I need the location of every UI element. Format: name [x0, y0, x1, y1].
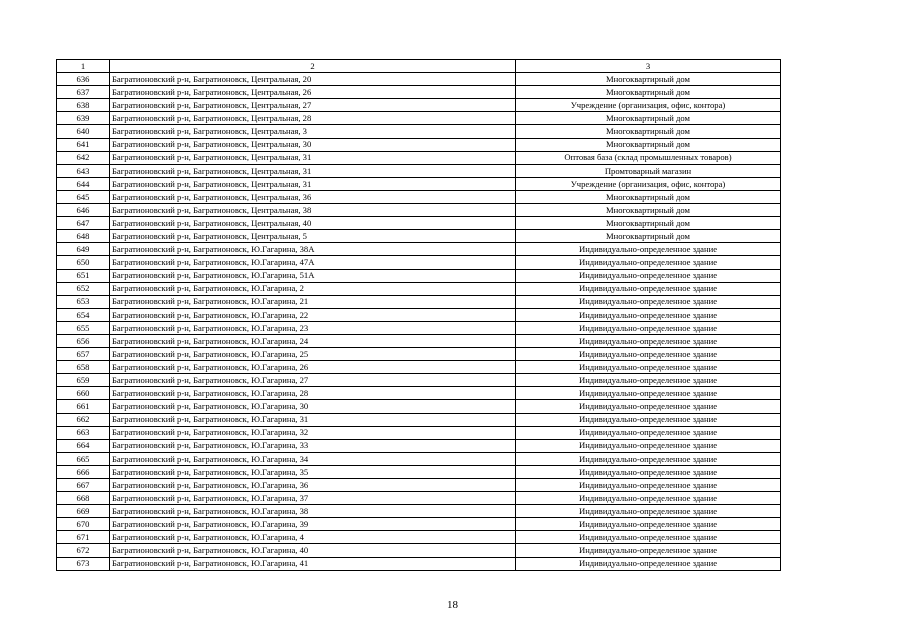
row-number-cell: 637: [57, 86, 110, 99]
object-type-cell: Многоквартирный дом: [516, 190, 781, 203]
table-row: [57, 465, 781, 478]
object-type-cell: Индивидуально-определенное здание: [516, 295, 781, 308]
table-row: [57, 269, 781, 282]
object-type-cell: Индивидуально-определенное здание: [516, 531, 781, 544]
object-type-cell: Учреждение (организация, офис, контора): [516, 99, 781, 112]
object-type-cell: Индивидуально-определенное здание: [516, 243, 781, 256]
object-type-cell: Индивидуально-определенное здание: [516, 308, 781, 321]
address-cell: Багратионовский р-н, Багратионовск, Ю.Гагарина, 30: [110, 400, 516, 413]
row-number-cell: 648: [57, 230, 110, 243]
table-row: [57, 151, 781, 164]
object-type-cell: Индивидуально-определенное здание: [516, 321, 781, 334]
table-row: [57, 99, 781, 112]
row-number-cell: 671: [57, 531, 110, 544]
table-row: [57, 73, 781, 86]
row-number-cell: 669: [57, 505, 110, 518]
address-cell: Багратионовский р-н, Багратионовск, Ю.Гагарина, 35: [110, 465, 516, 478]
column-header-address: 2: [110, 60, 516, 73]
object-type-cell: Многоквартирный дом: [516, 217, 781, 230]
row-number-cell: 642: [57, 151, 110, 164]
address-cell: Багратионовский р-н, Багратионовск, Ю.Гагарина, 4: [110, 531, 516, 544]
row-number-cell: 639: [57, 112, 110, 125]
row-number-cell: 661: [57, 400, 110, 413]
address-cell: Багратионовский р-н, Багратионовск, Центральная, 31: [110, 177, 516, 190]
object-type-cell: Многоквартирный дом: [516, 138, 781, 151]
address-cell: Багратионовский р-н, Багратионовск, Центральная, 28: [110, 112, 516, 125]
address-cell: Багратионовский р-н, Багратионовск, Центральная, 5: [110, 230, 516, 243]
object-type-cell: Индивидуально-определенное здание: [516, 505, 781, 518]
table-row: [57, 256, 781, 269]
object-type-cell: Индивидуально-определенное здание: [516, 557, 781, 570]
registry-table: [56, 59, 781, 571]
address-cell: Багратионовский р-н, Багратионовск, Ю.Гагарина, 37: [110, 492, 516, 505]
row-number-cell: 643: [57, 164, 110, 177]
address-cell: Багратионовский р-н, Багратионовск, Ю.Гагарина, 39: [110, 518, 516, 531]
row-number-cell: 673: [57, 557, 110, 570]
row-number-cell: 649: [57, 243, 110, 256]
object-type-cell: Многоквартирный дом: [516, 125, 781, 138]
table-row: [57, 505, 781, 518]
address-cell: Багратионовский р-н, Багратионовск, Ю.Гагарина, 21: [110, 295, 516, 308]
table-row: [57, 204, 781, 217]
object-type-cell: Многоквартирный дом: [516, 204, 781, 217]
table-row: [57, 282, 781, 295]
address-cell: Багратионовский р-н, Багратионовск, Ю.Гагарина, 25: [110, 348, 516, 361]
table-row: [57, 308, 781, 321]
table-row: [57, 321, 781, 334]
object-type-cell: Оптовая база (склад промышленных товаров): [516, 151, 781, 164]
row-number-cell: 647: [57, 217, 110, 230]
object-type-cell: Индивидуально-определенное здание: [516, 269, 781, 282]
address-cell: Багратионовский р-н, Багратионовск, Ю.Гагарина, 23: [110, 321, 516, 334]
address-cell: Багратионовский р-н, Багратионовск, Ю.Гагарина, 40: [110, 544, 516, 557]
table-row: [57, 387, 781, 400]
address-cell: Багратионовский р-н, Багратионовск, Центральная, 3: [110, 125, 516, 138]
table-row: [57, 518, 781, 531]
object-type-cell: Индивидуально-определенное здание: [516, 544, 781, 557]
address-cell: Багратионовский р-н, Багратионовск, Центральная, 40: [110, 217, 516, 230]
object-type-cell: Многоквартирный дом: [516, 73, 781, 86]
table-row: [57, 86, 781, 99]
row-number-cell: 644: [57, 177, 110, 190]
address-cell: Багратионовский р-н, Багратионовск, Ю.Гагарина, 47А: [110, 256, 516, 269]
row-number-cell: 665: [57, 452, 110, 465]
row-number-cell: 672: [57, 544, 110, 557]
row-number-cell: 638: [57, 99, 110, 112]
address-cell: Багратионовский р-н, Багратионовск, Ю.Гагарина, 31: [110, 413, 516, 426]
object-type-cell: Индивидуально-определенное здание: [516, 492, 781, 505]
column-header-type: 3: [516, 60, 781, 73]
table-row: [57, 334, 781, 347]
row-number-cell: 651: [57, 269, 110, 282]
object-type-cell: Индивидуально-определенное здание: [516, 465, 781, 478]
address-cell: Багратионовский р-н, Багратионовск, Ю.Гагарина, 26: [110, 361, 516, 374]
object-type-cell: Индивидуально-определенное здание: [516, 439, 781, 452]
object-type-cell: Индивидуально-определенное здание: [516, 282, 781, 295]
address-cell: Багратионовский р-н, Багратионовск, Ю.Гагарина, 22: [110, 308, 516, 321]
table-row: [57, 348, 781, 361]
row-number-cell: 662: [57, 413, 110, 426]
object-type-cell: Многоквартирный дом: [516, 230, 781, 243]
row-number-cell: 667: [57, 479, 110, 492]
table-row: [57, 479, 781, 492]
row-number-cell: 646: [57, 204, 110, 217]
object-type-cell: Индивидуально-определенное здание: [516, 374, 781, 387]
address-cell: Багратионовский р-н, Багратионовск, Ю.Гагарина, 41: [110, 557, 516, 570]
table-row: [57, 544, 781, 557]
table-row: [57, 243, 781, 256]
row-number-cell: 663: [57, 426, 110, 439]
address-cell: Багратионовский р-н, Багратионовск, Ю.Гагарина, 36: [110, 479, 516, 492]
address-cell: Багратионовский р-н, Багратионовск, Ю.Гагарина, 28: [110, 387, 516, 400]
table-row: [57, 557, 781, 570]
table-row: [57, 426, 781, 439]
row-number-cell: 670: [57, 518, 110, 531]
table-header-row: [57, 60, 781, 73]
address-cell: Багратионовский р-н, Багратионовск, Центральная, 36: [110, 190, 516, 203]
table-row: [57, 531, 781, 544]
table-row: [57, 452, 781, 465]
object-type-cell: Многоквартирный дом: [516, 86, 781, 99]
row-number-cell: 645: [57, 190, 110, 203]
object-type-cell: Индивидуально-определенное здание: [516, 426, 781, 439]
row-number-cell: 668: [57, 492, 110, 505]
row-number-cell: 657: [57, 348, 110, 361]
address-cell: Багратионовский р-н, Багратионовск, Ю.Гагарина, 51А: [110, 269, 516, 282]
table-row: [57, 400, 781, 413]
row-number-cell: 641: [57, 138, 110, 151]
object-type-cell: Многоквартирный дом: [516, 112, 781, 125]
object-type-cell: Индивидуально-определенное здание: [516, 518, 781, 531]
page-number: 18: [447, 599, 458, 611]
table-row: [57, 190, 781, 203]
row-number-cell: 636: [57, 73, 110, 86]
address-cell: Багратионовский р-н, Багратионовск, Ю.Гагарина, 24: [110, 334, 516, 347]
object-type-cell: Индивидуально-определенное здание: [516, 387, 781, 400]
table-row: [57, 361, 781, 374]
object-type-cell: Индивидуально-определенное здание: [516, 452, 781, 465]
address-cell: Багратионовский р-н, Багратионовск, Центральная, 26: [110, 86, 516, 99]
object-type-cell: Индивидуально-определенное здание: [516, 361, 781, 374]
object-type-cell: Индивидуально-определенное здание: [516, 400, 781, 413]
row-number-cell: 652: [57, 282, 110, 295]
object-type-cell: Индивидуально-определенное здание: [516, 256, 781, 269]
row-number-cell: 666: [57, 465, 110, 478]
row-number-cell: 664: [57, 439, 110, 452]
table-row: [57, 230, 781, 243]
address-cell: Багратионовский р-н, Багратионовск, Ю.Гагарина, 38: [110, 505, 516, 518]
table-row: [57, 413, 781, 426]
table-row: [57, 112, 781, 125]
address-cell: Багратионовский р-н, Багратионовск, Ю.Гагарина, 33: [110, 439, 516, 452]
address-cell: Багратионовский р-н, Багратионовск, Ю.Гагарина, 2: [110, 282, 516, 295]
object-type-cell: Учреждение (организация, офис, контора): [516, 177, 781, 190]
address-cell: Багратионовский р-н, Багратионовск, Центральная, 31: [110, 164, 516, 177]
table-row: [57, 492, 781, 505]
table-row: [57, 217, 781, 230]
row-number-cell: 656: [57, 334, 110, 347]
address-cell: Багратионовский р-н, Багратионовск, Центральная, 20: [110, 73, 516, 86]
table-row: [57, 295, 781, 308]
row-number-cell: 660: [57, 387, 110, 400]
table-row: [57, 374, 781, 387]
address-cell: Багратионовский р-н, Багратионовск, Ю.Гагарина, 32: [110, 426, 516, 439]
column-header-number: 1: [57, 60, 110, 73]
object-type-cell: Индивидуально-определенное здание: [516, 413, 781, 426]
row-number-cell: 659: [57, 374, 110, 387]
object-type-cell: Индивидуально-определенное здание: [516, 479, 781, 492]
row-number-cell: 640: [57, 125, 110, 138]
table-row: [57, 439, 781, 452]
table-row: [57, 125, 781, 138]
address-cell: Багратионовский р-н, Багратионовск, Центральная, 38: [110, 204, 516, 217]
address-cell: Багратионовский р-н, Багратионовск, Центральная, 31: [110, 151, 516, 164]
address-cell: Багратионовский р-н, Багратионовск, Ю.Гагарина, 27: [110, 374, 516, 387]
object-type-cell: Индивидуально-определенное здание: [516, 348, 781, 361]
row-number-cell: 653: [57, 295, 110, 308]
table-row: [57, 177, 781, 190]
object-type-cell: Индивидуально-определенное здание: [516, 334, 781, 347]
row-number-cell: 658: [57, 361, 110, 374]
address-cell: Багратионовский р-н, Багратионовск, Ю.Гагарина, 34: [110, 452, 516, 465]
address-cell: Багратионовский р-н, Багратионовск, Центральная, 27: [110, 99, 516, 112]
row-number-cell: 654: [57, 308, 110, 321]
address-cell: Багратионовский р-н, Багратионовск, Ю.Гагарина, 38А: [110, 243, 516, 256]
table-row: [57, 164, 781, 177]
row-number-cell: 650: [57, 256, 110, 269]
object-type-cell: Промтоварный магазин: [516, 164, 781, 177]
table-row: [57, 138, 781, 151]
row-number-cell: 655: [57, 321, 110, 334]
address-cell: Багратионовский р-н, Багратионовск, Центральная, 30: [110, 138, 516, 151]
